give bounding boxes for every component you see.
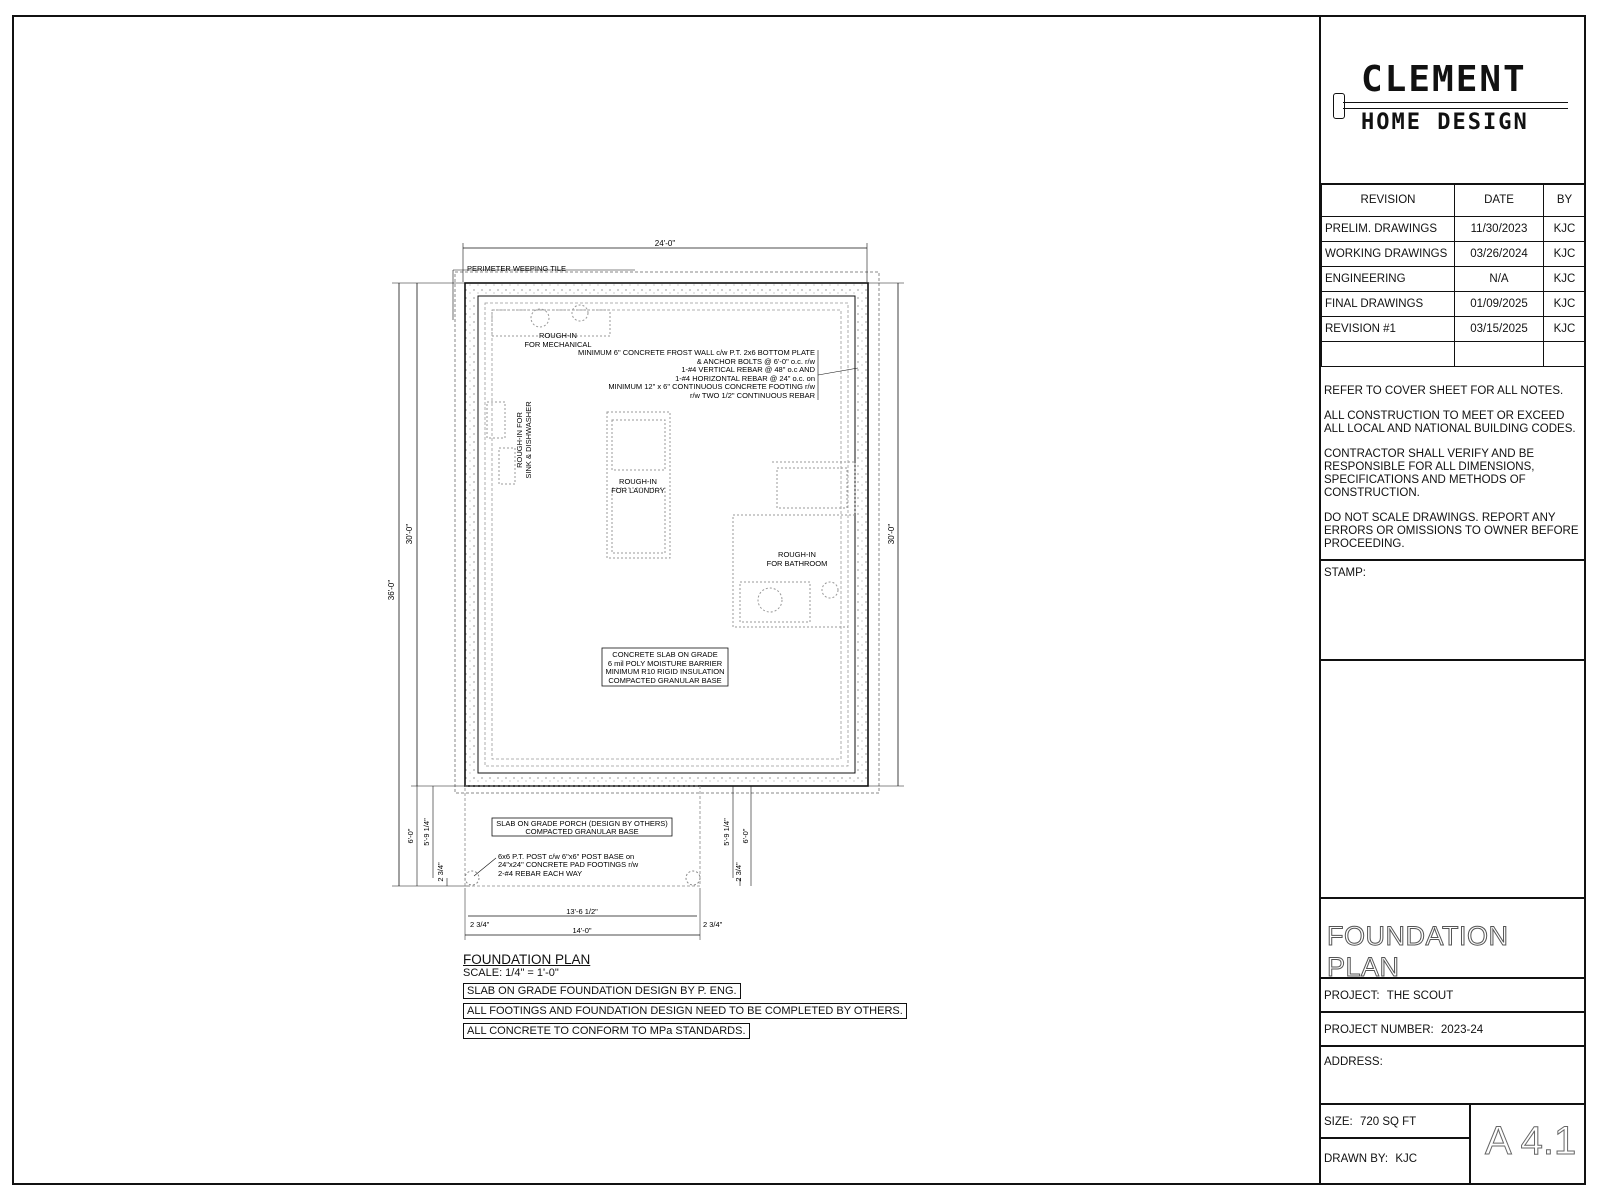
svg-text:6 mil POLY MOISTURE BARRIER: 6 mil POLY MOISTURE BARRIER bbox=[607, 659, 723, 668]
table-row: FINAL DRAWINGS 01/09/2025 KJC bbox=[1322, 292, 1586, 317]
rough-mech-line1: ROUGH-IN bbox=[539, 331, 577, 340]
rough-sink-line1: ROUGH-IN FOR bbox=[515, 412, 524, 468]
sheet-number: A 4.1 bbox=[1485, 1119, 1577, 1163]
logo-line1: CLEMENT bbox=[1361, 59, 1527, 100]
dim-porch-right-a: 6'-0" bbox=[741, 828, 750, 844]
plan-note-1: SLAB ON GRADE FOUNDATION DESIGN BY P. ENG. bbox=[463, 983, 741, 999]
table-row: ENGINEERING N/A KJC bbox=[1322, 267, 1586, 292]
table-row bbox=[1322, 342, 1586, 367]
dim-porch-left-c: 2 3/4" bbox=[436, 862, 445, 882]
note-3: CONTRACTOR SHALL VERIFY AND BE RESPONSIBLE FOR ALL DIMENSIONS, SPECIFICATIONS AND METHODS OF CONSTRUCTION. bbox=[1324, 448, 1535, 499]
dim-porch-total: 14'-0" bbox=[572, 926, 592, 935]
plan-scale: SCALE: 1/4" = 1'-0" bbox=[463, 967, 559, 979]
post-right bbox=[686, 871, 700, 885]
dim-porch-end-r: 2 3/4" bbox=[703, 920, 723, 929]
dim-porch-left-b: 5'-9 1/4" bbox=[422, 818, 431, 846]
svg-text:CONCRETE SLAB ON GRADE: CONCRETE SLAB ON GRADE bbox=[612, 650, 718, 659]
table-row: PRELIM. DRAWINGS 11/30/2023 KJC bbox=[1322, 217, 1586, 242]
plan-note-3: ALL CONCRETE TO CONFORM TO MPa STANDARDS. bbox=[463, 1023, 750, 1039]
porch-line2: COMPACTED GRANULAR BASE bbox=[525, 827, 639, 836]
post-note bbox=[498, 852, 639, 878]
slab-note bbox=[605, 650, 724, 685]
rough-laundry-line2: FOR LAUNDRY bbox=[611, 486, 665, 495]
stamp-area bbox=[1321, 561, 1586, 661]
rough-laundry-line1: ROUGH-IN bbox=[619, 477, 657, 486]
dim-porch-right-b: 5'-9 1/4" bbox=[722, 818, 731, 846]
rough-mech-line2: FOR MECHANICAL bbox=[524, 340, 592, 349]
project-number-row: PROJECT NUMBER: 2023-24 bbox=[1321, 1013, 1586, 1047]
revision-table bbox=[1321, 183, 1586, 367]
table-row: REVISION #1 03/15/2025 KJC bbox=[1322, 317, 1586, 342]
rough-bath-line2: FOR BATHROOM bbox=[766, 559, 828, 568]
svg-text:6x6 P.T. POST c/w 6"x6" POST B: 6x6 P.T. POST c/w 6"x6" POST BASE on bbox=[498, 852, 635, 861]
svg-text:COMPACTED GRANULAR BASE: COMPACTED GRANULAR BASE bbox=[608, 676, 722, 685]
svg-text:& ANCHOR BOLTS @ 6'-0" o.c. r/: & ANCHOR BOLTS @ 6'-0" o.c. r/w bbox=[696, 357, 815, 366]
blank-area bbox=[1321, 661, 1586, 899]
size-row: SIZE: 720 SQ FT bbox=[1321, 1105, 1469, 1139]
project-number: 2023-24 bbox=[1440, 1024, 1484, 1036]
svg-text:1-#4 VERTICAL REBAR @ 48" o.c: 1-#4 VERTICAL REBAR @ 48" o.c AND bbox=[681, 365, 815, 374]
weeping-tile-label: PERIMETER WEEPING TILE bbox=[467, 264, 567, 273]
size-value: 720 SQ FT bbox=[1359, 1116, 1417, 1128]
dim-top: 24'-0" bbox=[654, 239, 676, 248]
frost-wall-note bbox=[578, 348, 816, 400]
dim-porch-inner: 13'-6 1/2" bbox=[566, 907, 598, 916]
svg-text:MINIMUM 12" x 6" CONTINUOUS CO: MINIMUM 12" x 6" CONTINUOUS CONCRETE FOOTING r/w bbox=[608, 382, 815, 391]
dim-left-outer: 36'-0" bbox=[387, 579, 396, 601]
plan-note-2: ALL FOOTINGS AND FOUNDATION DESIGN NEED TO BE COMPLETED BY OTHERS. bbox=[463, 1003, 907, 1019]
post-left bbox=[465, 871, 479, 885]
project-row: PROJECT: THE SCOUT bbox=[1321, 979, 1586, 1013]
rough-bath-line1: ROUGH-IN bbox=[778, 550, 816, 559]
drawn-by-value: KJC bbox=[1395, 1153, 1418, 1165]
svg-text:2-#4 REBAR EACH WAY: 2-#4 REBAR EACH WAY bbox=[498, 869, 583, 878]
plan-title: FOUNDATION PLAN bbox=[463, 952, 591, 967]
sheet-title-area bbox=[1321, 897, 1586, 982]
title-block bbox=[1319, 15, 1586, 1185]
sink-roughin bbox=[487, 402, 505, 438]
dim-porch-right-c: 2 3/4" bbox=[734, 862, 743, 882]
sheet-number-box bbox=[1469, 1105, 1588, 1183]
rev-header-revision: REVISION bbox=[1322, 184, 1455, 217]
address-row bbox=[1321, 1047, 1586, 1105]
note-2: ALL CONSTRUCTION TO MEET OR EXCEED ALL LOCAL AND NATIONAL BUILDING CODES. bbox=[1324, 410, 1576, 435]
logo-line2: HOME DESIGN bbox=[1361, 110, 1529, 135]
bathroom-roughin bbox=[733, 462, 855, 627]
address-label: ADDRESS: bbox=[1324, 1056, 1383, 1068]
svg-text:MINIMUM 6" CONCRETE FROST WALL: MINIMUM 6" CONCRETE FROST WALL c/w P.T. 2x6 BOTTOM PLATE bbox=[577, 348, 815, 357]
svg-text:MINIMUM R10 RIGID INSULATION: MINIMUM R10 RIGID INSULATION bbox=[605, 667, 725, 676]
svg-text:1-#4 HORIZONTAL REBAR @ 24" o.: 1-#4 HORIZONTAL REBAR @ 24" o.c. on bbox=[675, 374, 815, 383]
dim-porch-left-a: 6'-0" bbox=[406, 828, 415, 844]
note-1: REFER TO COVER SHEET FOR ALL NOTES. bbox=[1324, 385, 1564, 397]
rev-header-date: DATE bbox=[1455, 184, 1544, 217]
company-logo bbox=[1321, 15, 1586, 185]
note-4: DO NOT SCALE DRAWINGS. REPORT ANY ERRORS OR OMISSIONS TO OWNER BEFORE PROCEEDING. bbox=[1324, 512, 1579, 550]
table-row: WORKING DRAWINGS 03/26/2024 KJC bbox=[1322, 242, 1586, 267]
dim-right: 30'-0" bbox=[887, 523, 896, 545]
svg-text:r/w TWO 1/2" CONTINUOUS REBAR: r/w TWO 1/2" CONTINUOUS REBAR bbox=[689, 391, 815, 400]
general-notes bbox=[1321, 377, 1586, 561]
dim-porch-end-l: 2 3/4" bbox=[470, 920, 490, 929]
project-name: THE SCOUT bbox=[1386, 990, 1454, 1002]
sheet-title: FOUNDATION PLAN bbox=[1327, 921, 1509, 982]
porch-line1: SLAB ON GRADE PORCH (DESIGN BY OTHERS) bbox=[496, 819, 668, 828]
rough-sink-line2: SINK & DISHWASHER bbox=[524, 401, 533, 479]
dim-left-inner: 30'-0" bbox=[405, 523, 414, 545]
stamp-label: STAMP: bbox=[1324, 567, 1366, 579]
svg-text:24"x24" CONCRETE PAD FOOTINGS: 24"x24" CONCRETE PAD FOOTINGS r/w bbox=[498, 860, 639, 869]
drawn-by-row: DRAWN BY: KJC bbox=[1324, 1153, 1418, 1165]
rev-header-by: BY bbox=[1544, 184, 1586, 217]
